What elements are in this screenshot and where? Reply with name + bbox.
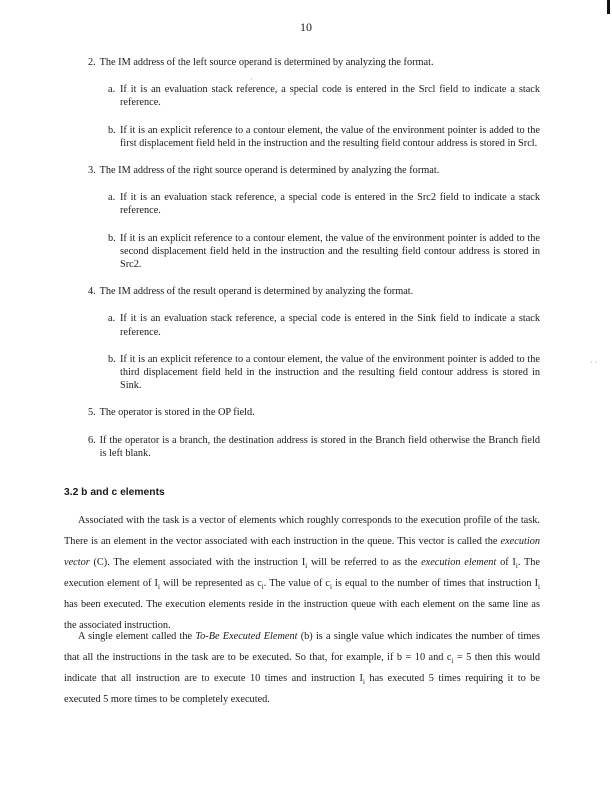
step-3 [88,164,540,271]
sub-letter: b. [108,232,116,244]
scan-speck: · [250,75,253,84]
sub-text: If it is an evaluation stack reference, a special code is entered in the Src2 field to indicate a stack reference. [120,192,540,217]
step-5 [88,406,540,419]
text-run: (b) is a single value which indicates the number of times that all the instructions in the task are to be executed. So that, for example, if b = 10 and c [64,631,540,663]
text-run: Associated with the task is a vector of elements which roughly corresponds to the execution profile of the task. There is an element in the vector associated with each instruction in the queue. This vector is called the [64,515,540,547]
subscript: i [538,582,540,591]
section-heading: 3.2 b and c elements [64,487,165,498]
text-run: will be referred to as the [307,556,422,568]
text-run: is equal to the number of times that instruction I [331,577,539,589]
page-number: 10 [300,20,312,34]
step-number: 3. [88,165,96,177]
sub-text: If it is an explicit reference to a contour element, the value of the environment pointer is added to the first displacement field held in the instruction and the resulting field contour address is stored in Srcl. [120,124,540,149]
sub-item [108,232,540,272]
step-text: The IM address of the right source operand is determined by analyzing the format. [99,165,440,177]
paragraph-execution-vector [64,511,540,636]
step-number: 5. [88,407,96,419]
step-number: 4. [88,286,96,298]
sub-item [108,312,540,338]
scan-speck: · · [590,358,598,367]
sub-letter: b. [108,353,116,365]
subscript: i [261,582,264,591]
subscript: i [157,582,160,591]
step-2 [88,56,540,150]
sub-letter: b. [108,124,116,136]
subscript: i [362,677,365,686]
emphasis-term: execution vector [64,535,540,568]
subscript: i [451,656,454,665]
sub-letter: a. [108,192,116,204]
text-run: has executed 5 times requiring it to be executed 5 more times to be completely executed. [64,672,540,705]
step-text: The IM address of the left source operand is determined by analyzing the format. [99,57,434,68]
sub-item [108,124,540,150]
paragraph-to-be-executed [64,627,540,711]
sub-item [108,83,540,109]
text-run: of I [496,556,516,568]
step-number: 6. [88,434,96,446]
sub-letter: a. [108,84,116,96]
text-run: A single element called the [78,631,196,642]
step-text: If the operator is a branch, the destination address is stored in the Branch field otherwise the Branch field is left blank. [99,434,540,459]
sub-text: If it is an evaluation stack reference, a special code is entered in the Sink field to indicate a stack reference. [120,313,540,338]
step-6 [88,434,540,460]
text-run: . The execution element of I [64,556,540,589]
text-run: (C). The element associated with the instruction I [89,556,306,568]
sub-item [108,353,540,393]
sub-item [108,191,540,217]
scan-edge-mark [607,0,610,14]
step-text: The IM address of the result operand is determined by analyzing the format. [99,286,414,298]
sub-text: If it is an explicit reference to a contour element, the value of the environment pointer is added to the second displacement field held in the instruction and the resulting field contour address is stored in Src2. [120,232,540,271]
text-run: will be represented as c [159,577,262,589]
text-run: = 5 then this would indicate that all instruction are to execute 10 times and instruction I [64,651,540,684]
sub-text: If it is an evaluation stack reference, a special code is entered in the Srcl field to indicate a stack reference. [120,84,540,109]
text-run: . The value of c [263,577,331,589]
sub-text: If it is an explicit reference to a contour element, the value of the environment pointer is added to the third displacement field held in the instruction and the resulting field contour address is stored in Sink. [120,353,540,392]
procedure-steps [88,56,540,460]
sub-letter: a. [108,313,116,325]
step-number: 2. [88,57,96,68]
subscript: i [305,561,308,570]
subscript: i [515,561,518,570]
step-4 [88,285,540,392]
emphasis-term: To-Be Executed Element [195,631,298,642]
subscript: i [330,582,332,591]
step-text: The operator is stored in the OP field. [99,407,255,419]
emphasis-term: execution element [421,556,497,568]
text-run: has been executed. The execution elements reside in the instruction queue with each element on the same line as the associated instruction. [64,598,540,631]
